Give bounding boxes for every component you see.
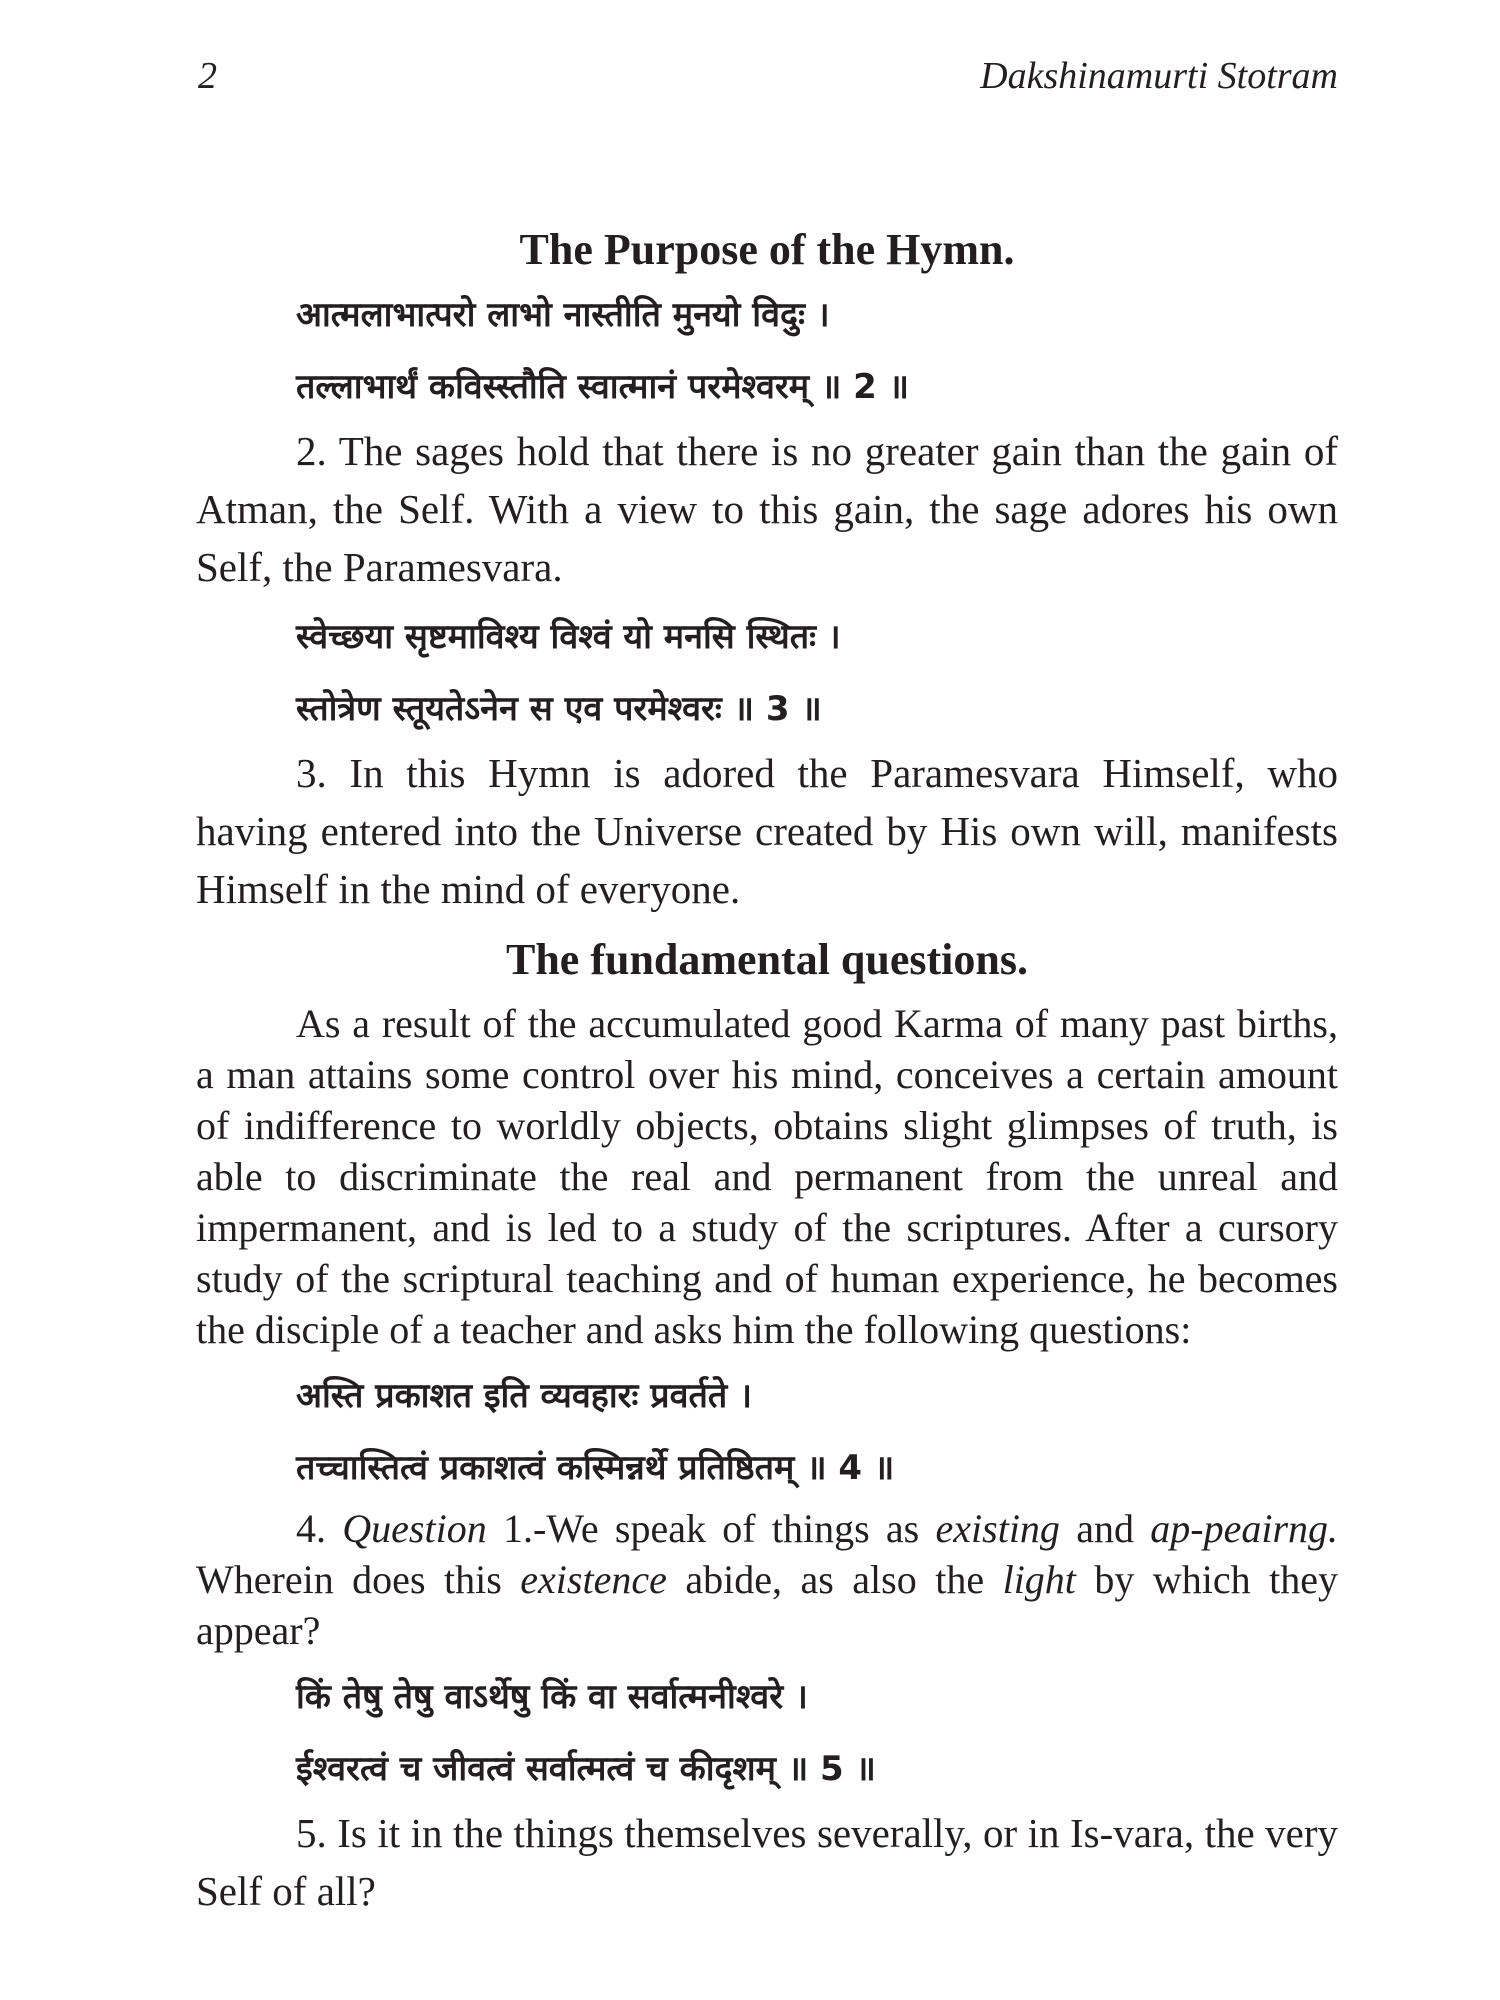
emphasis-question: Question	[342, 1506, 487, 1551]
emphasis-existing: existing	[935, 1506, 1060, 1551]
translation-verse-5: 5. Is it in the things themselves severally, or in Is-vara, the very Self of all?	[196, 1810, 1338, 1914]
sanskrit-verse-5-line-1: किं तेषु तेषु वाऽर्थेषु किं वा सर्वात्मनीश्वरे ।	[296, 1677, 808, 1717]
sanskrit-verse-4-line-2: तच्चास्तित्वं प्रकाशत्वं कस्मिन्नर्थे प्रतिष्ठितम् ॥ 4 ॥	[296, 1448, 895, 1488]
verse-number: 4.	[296, 1506, 326, 1551]
running-head	[196, 48, 1338, 112]
book-title: Dakshinamurti Stotram	[980, 55, 1338, 97]
sanskrit-verse-3-line-1: स्वेच्छया सृष्टमाविश्य विश्वं यो मनसि स्थितः ।	[296, 617, 841, 657]
book-page	[196, 48, 1338, 1920]
sanskrit-verse-3-line-2: स्तोत्रेण स्तूयतेऽनेन स एव परमेश्वरः ॥ 3 ॥	[296, 689, 822, 729]
sanskrit-verse-5-line-2: ईश्वरत्वं च जीवत्वं सर्वात्मत्वं च कीदृशम् ॥ 5 ॥	[296, 1749, 876, 1789]
emphasis-light: light	[1002, 1557, 1076, 1602]
emphasis-appearing: ap-peairng.	[1150, 1506, 1339, 1551]
sanskrit-verse-4-line-1: अस्ति प्रकाशत इति व्यवहारः प्रवर्तते ।	[296, 1376, 752, 1416]
page-number: 2	[198, 55, 217, 97]
section-heading-purpose: The Purpose of the Hymn.	[519, 225, 1015, 274]
sanskrit-verse-2-line-1: आत्मलाभात्परो लाभो नास्तीति मुनयो विदुः ।	[296, 295, 830, 335]
sanskrit-verse-2-line-2: तल्लाभार्थं कविस्स्तौति स्वात्मानं परमेश्वरम् ॥ 2 ॥	[296, 367, 910, 407]
section-heading-fundamental-questions: The fundamental questions.	[505, 935, 1028, 984]
emphasis-existence: existence	[520, 1557, 667, 1602]
translation-verse-3: 3. In this Hymn is adored the Paramesvara Himself, who having entered into the Universe created by His own will, manifests Himself in the mind of everyone.	[196, 750, 1338, 912]
translation-verse-2: 2. The sages hold that there is no greater gain than the gain of Atman, the Self. With a view to this gain, the sage adores his own Self, the Paramesvara.	[196, 428, 1338, 590]
translation-verse-4: 4. Question 1.-We speak of things as existing and ap-peairng. Wherein does this existence abide, as also the light by which they appear?	[196, 1506, 1339, 1653]
intro-paragraph: As a result of the accumulated good Karma of many past births, a man attains some control over his mind, conceives a certain amount of indifference to worldly objects, obtains slight glimpses of truth, is able to discriminate the real and permanent from the unreal and impermanent, and is led to a study of the scriptures. After a cursory study of the scriptural teaching and of human experience, he becomes the disciple of a teacher and asks him the following questions:	[196, 1001, 1338, 1352]
